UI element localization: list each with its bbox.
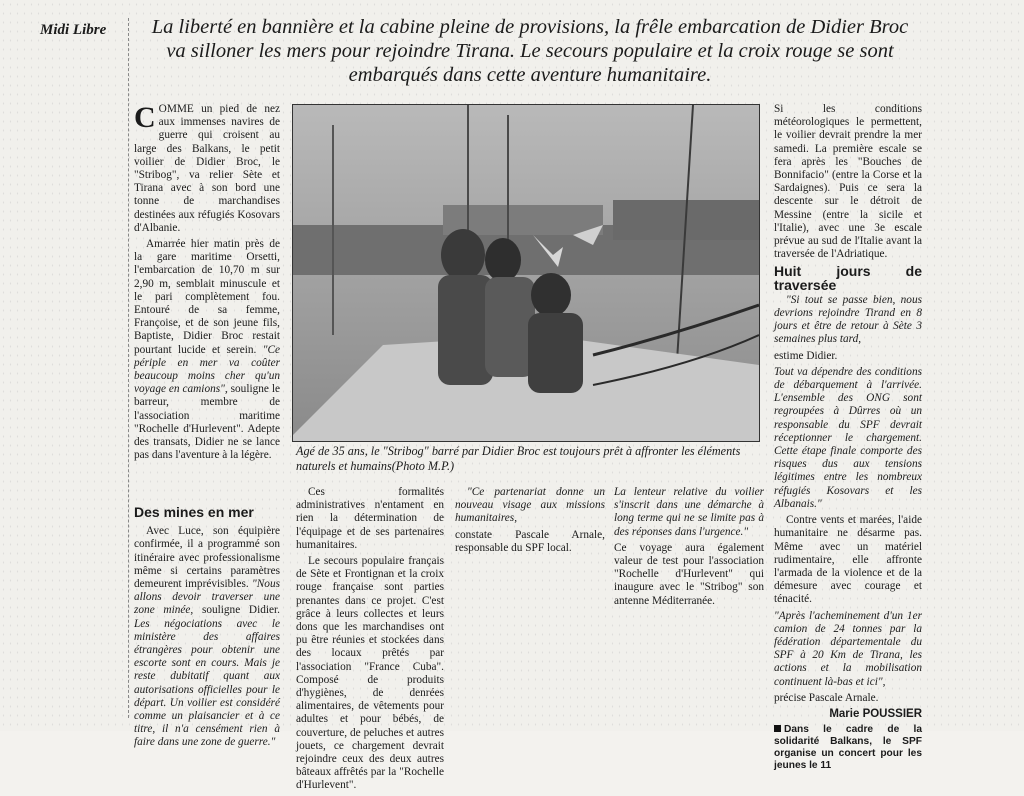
headline: La liberté en bannière et la cabine pleine de provisions, la frêle embarcation de Didier Broc va silloner les mers pour rejoindre Tirana. Le secours populaire et la croix rouge se sont embarqués dans cette aventure humanitaire. [151, 16, 909, 86]
paragraph-9-end: précise Pascale Arnale. [774, 691, 879, 704]
paragraph-5-quote2: La lenteur relative du voilier s'inscrit dans une démarche à long terme qui ne se limite pas à des réponses dans l'urgence." [614, 486, 764, 538]
paragraph-8-mid: estime Didier. [774, 349, 838, 362]
column-6 [774, 103, 922, 772]
column-4 [455, 486, 605, 558]
subheading-mines: Des mines en mer [134, 504, 254, 520]
p3-quote: "Nous allons devoir traverser une zone minée, [134, 578, 280, 617]
p2-end: souligne le barreur, membre de l'association maritime "Rochelle d'Hurlevent". Adepte des transats, Didier ne se lance pas dans l'aventure à la légère. [134, 383, 280, 462]
paragraph-7: Si les conditions météorologiques le permettent, le voilier devrait prendre la mer samedi. La première escale se fera après les "Bouches de Bonnifacio" (entre la Corse et la Sardaignes). Puis ce sera la descente sur le détroit de Messine (entre la sicile et l'Italie), avec une 3e escale prévue au sud de l'Italie avant la traversée de l'Adriatique. [774, 103, 922, 261]
column-3 [296, 486, 444, 796]
paragraph-8-quote: "Si tout se passe bien, nous devrions rejoindre Tirand en 8 jours et être de retour à Sète 3 semaines plus tard, [774, 293, 922, 346]
paragraph-3 [134, 525, 280, 749]
drop-cap: C [134, 101, 156, 134]
column-1-bottom [134, 500, 280, 753]
paragraph-5a: Le secours populaire français de Sète et Frontignan et la croix rouge française sont parties prenantes dans ce projet. C'est grâce à leurs collectes et leurs dons que les marchandises ont pu être réunies et stockées dans des locaux prêtés par l'association "France Cuba". Composé de produits d'hygiènes, de denrées alimentaires, de vêtements pour adultes et pour bébés, de couverture, de peluches et autres jouets, ce chargement devrait rejoindre ceux des deux autres bâteaux affrêtés par la "Rochelle d'Hurlevent". [296, 555, 444, 792]
photo-illustration [293, 105, 759, 441]
photo-caption: Agé de 35 ans, le "Stribog" barré par Didier Broc est toujours prêt à affronter les éléments naturels et humains(Photo M.P.) [296, 444, 741, 473]
paragraph-4: Ces formalités administratives n'entament en rien la détermination de l'équipage et de ses partenaires humanitaires. [296, 486, 444, 551]
paragraph-6: Ce voyage aura également valeur de test pour l'association "Rochelle d'Hurlevent" qui inaugure avec le "Stribog" son antenne Méditerranée. [614, 541, 764, 607]
p2-quote: "Ce périple en mer va coûter beaucoup moins cher qu'un voyage en camions", [134, 343, 280, 396]
paragraph-9: Contre vents et marées, l'aide humanitaire ne désarme pas. Même avec un matériel rudimentaire, elle affronte l'armada de la violence et de la démesure avec courage et ténacité. [774, 514, 922, 606]
paragraph-2 [134, 238, 280, 462]
p3-mid: souligne Didier. [201, 604, 280, 617]
paragraph-5-quote: "Ce partenariat donne un nouveau visage aux missions humanitaires, [455, 486, 605, 525]
lead-text: OMME un pied de nez aux immenses navires de guerre qui croisent au large des Balkans, le petit voilier de Didier Broc, le "Stribog", va relier Sète et Tirana avec à son bord une tonne de marchandises destinées aux réfugiés Kosovars d'Albanie. [134, 103, 280, 234]
column-rule [128, 18, 130, 718]
column-5 [614, 486, 764, 611]
p3-quote2: Les négociations avec le ministère des affaires étrangères pour obtenir une escorte sont en cours. Mais je reste dubitatif quant aux autorisations officielles pour le départ. Un voilier est considéré comme un plaisancier et à ce titre, il n'a censément rien à faire dans une zone de guerre." [134, 617, 280, 749]
p2-text: Amarrée hier matin près de la gare maritime Orsetti, l'embarcation de 10,70 m sur 2,90 m, semblait minuscule et le pari complètement fou. Entouré de sa femme, Françoise, et de son jeune fils, Baptiste, Didier Broc restait pourtant lucide et serein. [134, 238, 280, 356]
paragraph-5-end: constate Pascale Arnale, responsable du SPF local. [455, 528, 605, 554]
column-1 [134, 103, 280, 465]
footer-note-text: Dans le cadre de la solidarité Balkans, le SPF organise un concert pour les jeunes le 11 [774, 724, 922, 772]
p3-text: Avec Luce, son équipière confirmée, il a programmé son itinéraire avec professionalisme même si certains paramètres demeurent imprévisibles. [134, 525, 280, 591]
paragraph-9-quote: "Après l'acheminement d'un 1er camion de 24 tonnes par la fédération départementale du SPF à 20 Km de Tirana, les actions et la mobilisation continuent là-bas et ici", [774, 609, 922, 688]
author-signature: Marie POUSSIER [829, 707, 922, 720]
footer-note [774, 724, 922, 772]
subheading-traversee: Huit jours de traversée [774, 263, 922, 293]
bullet-square-icon [774, 725, 781, 732]
lead-paragraph [134, 103, 280, 235]
newspaper-source: Midi Libre [40, 22, 107, 38]
paragraph-8-quote2: Tout va dépendre des conditions de débarquement à l'arrivée. L'ensemble des ONG sont regroupées à Dûrres où un responsable du SPF devrait réceptionner le chargement. Cette étape finale comporte des risques dus aux tensions légitimes entre les nombreux réfugiés Kosovars et les Albanais." [774, 365, 922, 510]
boat-photo [292, 104, 760, 442]
